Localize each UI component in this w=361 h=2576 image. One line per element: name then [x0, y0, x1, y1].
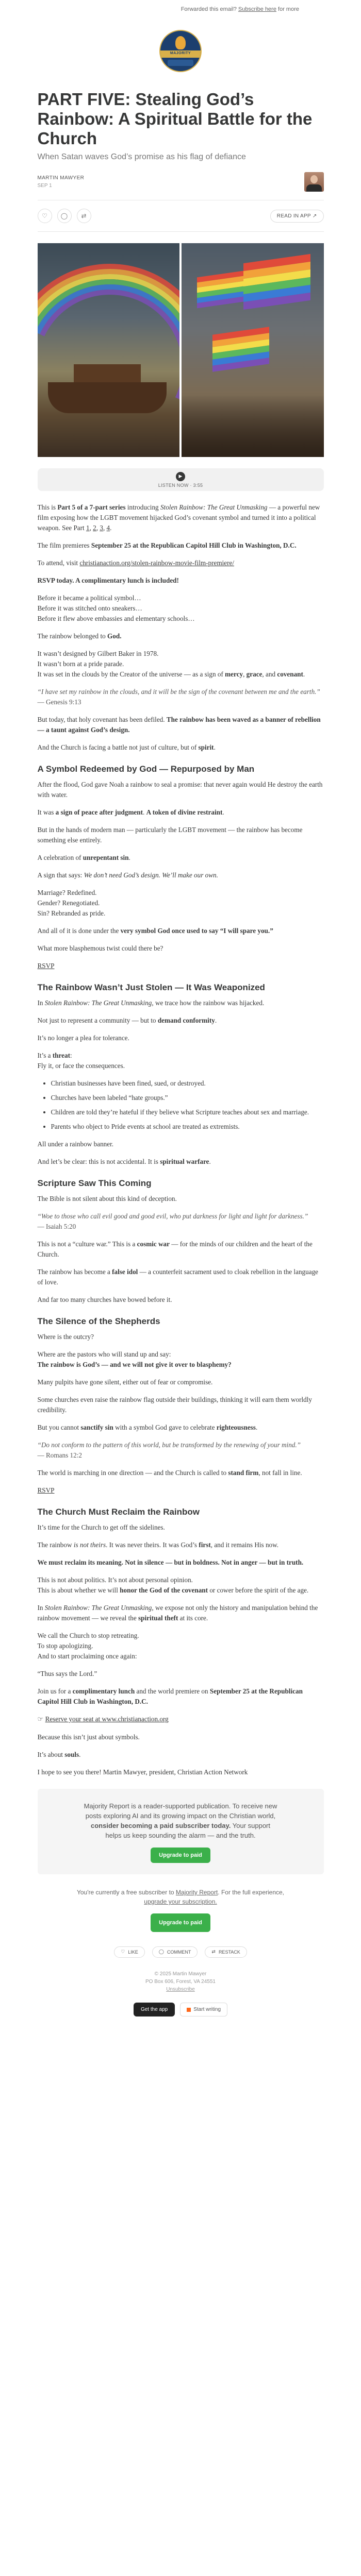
restack-icon: ⇄: [211, 1950, 216, 1955]
reserve-seat-link[interactable]: Reserve your seat at www.christianaction.org: [45, 1715, 169, 1723]
forward-suffix: for more: [278, 6, 299, 12]
paragraph: Because this isn’t just about symbols.: [37, 1733, 140, 1741]
paragraph: To attend, visit christianaction.org/stolen-rainbow-movie-film-premiere/: [37, 559, 235, 567]
paragraph: And all of it is done under the very symbol God once used to say “I will spare you.”: [37, 927, 273, 935]
bullet-list: [38, 1078, 324, 1132]
publication-link[interactable]: Majority Report: [175, 1889, 218, 1896]
paragraph: I hope to see you there! Martin Mawyer, president, Christian Action Network: [37, 1768, 248, 1776]
paragraph: Many pulpits have gone silent, either out of fear or compromise.: [37, 1378, 213, 1386]
paragraph: But you cannot sanctify sin with a symbol God gave to celebrate righteousness.: [37, 1423, 258, 1431]
paragraph: It’s time for the Church to get off the sidelines.: [37, 1523, 165, 1531]
forward-bar: [0, 0, 361, 19]
paragraph: We must reclaim its meaning. Not in silence — but in boldness. Not in anger — but in truth.: [37, 1558, 304, 1566]
paragraph: Join us for a complimentary lunch and the world premiere on September 25 at the Republican Capitol Hill Club in Washington, D.C.: [37, 1687, 303, 1705]
paragraph: [38, 961, 324, 971]
comment-icon[interactable]: ◯: [57, 209, 72, 223]
majority-report-seal-icon: [159, 30, 202, 72]
comment-button[interactable]: ◯ COMMENT: [152, 1946, 198, 1958]
read-in-app-label: READ IN APP: [276, 213, 311, 219]
paragraph: And far too many churches have bowed before it.: [37, 1296, 172, 1303]
footer-address: © 2025 Martin Mawyer PO Box 606, Forest, VA 24551 Unsubscribe: [145, 1971, 216, 1992]
paragraph: Where is the outcry?: [37, 1333, 94, 1341]
paragraph: We call the Church to stop retreating. To stop apologizing. And to start proclaiming once again:: [37, 1632, 139, 1660]
byline: [38, 172, 324, 200]
paragraph: But in the hands of modern man — particularly the LGBT movement — the rainbow has become something else entirely.: [37, 826, 303, 844]
part-link-1[interactable]: 1: [86, 524, 90, 532]
paragraph: A sign that says: We don’t need God’s design. We’ll make our own.: [37, 871, 218, 879]
paragraph: “Thus says the Lord.”: [37, 1670, 97, 1677]
paragraph: The rainbow is not theirs. It was never theirs. It was God’s first, and it remains His now.: [37, 1541, 279, 1549]
part-link-4[interactable]: 4: [106, 524, 110, 532]
section-heading: A Symbol Redeemed by God — Repurposed by Man: [37, 764, 255, 774]
section-heading: The Silence of the Shepherds: [37, 1316, 160, 1326]
subscribe-link[interactable]: Subscribe here: [238, 6, 276, 12]
rsvp-link[interactable]: RSVP: [37, 962, 55, 970]
unsubscribe-link[interactable]: Unsubscribe: [166, 1987, 195, 1992]
section-heading: The Church Must Reclaim the Rainbow: [37, 1507, 200, 1517]
cta-text: Majority Report is a reader-supported publication. To receive new posts exploring AI and its growing impact on the Christian world, consider becoming a paid subscriber today. Your support helps us keep sounding the alarm — and the truth.: [84, 1802, 277, 1839]
part-link-2[interactable]: 2: [93, 524, 96, 532]
paragraph: [38, 1714, 324, 1725]
paragraph: A celebration of unrepentant sin.: [37, 854, 130, 861]
comment-icon: ◯: [158, 1950, 164, 1955]
paragraph: This is not about politics. It’s not about personal opinion. This is about whether we will honor the God of the covenant or cower before the spirit of the age.: [37, 1576, 309, 1594]
footer-actions: [38, 1946, 324, 1958]
subscribe-cta: [38, 1789, 324, 1874]
paragraph: But today, that holy covenant has been defiled. The rainbow has been waved as a banner of rebellion — a taunt against God’s design.: [37, 716, 321, 734]
listen-button[interactable]: [38, 468, 324, 491]
app-row: [38, 2003, 324, 2016]
paragraph: And let’s be clear: this is not accidental. It is spiritual warfare.: [37, 1158, 211, 1165]
paragraph: The film premieres September 25 at the Republican Capitol Hill Club in Washington, D.C.: [37, 541, 297, 549]
upgrade-to-paid-button[interactable]: Upgrade to paid: [151, 1848, 210, 1863]
like-button[interactable]: ♡ LIKE: [114, 1946, 145, 1958]
get-app-button[interactable]: Get the app: [134, 2003, 175, 2016]
post-actions: [38, 200, 324, 232]
paragraph: And the Church is facing a battle not just of culture, but of spirit.: [37, 743, 216, 751]
upgrade-subscription-link[interactable]: upgrade your subscription.: [144, 1898, 217, 1905]
ark-rainbow-image: [38, 243, 180, 457]
paragraph: RSVP today. A complimentary lunch is included!: [37, 577, 179, 584]
paragraph: This is Part 5 of a 7-part series introducing Stolen Rainbow: The Great Unmasking — a powerful new film exposing how the LGBT movement hijacked God’s covenant symbol and turned it into a political weapon. See Part 1, 2, 3, 4.: [37, 503, 320, 532]
paragraph: The world is marching in one direction — and the Church is called to stand firm, not fall in line.: [37, 1469, 302, 1477]
hero-image[interactable]: [38, 243, 324, 457]
paragraph: Some churches even raise the rainbow flag outside their buildings, thinking it will earn them worldly credibility.: [37, 1396, 313, 1414]
premiere-link[interactable]: christianaction.org/stolen-rainbow-movie-film-premiere/: [79, 559, 235, 567]
paragraph: The Bible is not silent about this kind of deception.: [37, 1195, 177, 1202]
play-icon: ▶: [176, 472, 185, 481]
scripture-quote: “I have set my rainbow in the clouds, and it will be the sign of the covenant between me and the earth.” — Genesis 9:13: [37, 688, 320, 706]
forward-text: Forwarded this email?: [180, 6, 237, 12]
avatar[interactable]: [304, 172, 324, 192]
post-date: SEP 1: [37, 183, 52, 189]
part-link-3[interactable]: 3: [100, 524, 103, 532]
post-body: [38, 502, 324, 1777]
paragraph: Marriage? Redefined. Gender? Renegotiated. Sin? Rebranded as pride.: [37, 889, 106, 917]
heart-icon: ♡: [121, 1950, 125, 1955]
author-name[interactable]: MARTIN MAWYER: [37, 175, 85, 181]
paragraph: What more blasphemous twist could there be?: [37, 944, 163, 952]
substack-logo-icon: [187, 2008, 191, 2012]
scripture-quote: “Do not conform to the pattern of this world, but be transformed by the renewing of your mind.” — Romans 12:2: [37, 1441, 301, 1459]
paragraph: The rainbow belonged to God.: [37, 632, 122, 640]
paragraph: Where are the pastors who will stand up and say: The rainbow is God’s — and we will not give it over to blasphemy?: [37, 1350, 232, 1368]
paragraph: It’s a threat: Fly it, or face the consequences.: [37, 1052, 125, 1070]
restack-button[interactable]: ⇄ RESTACK: [205, 1946, 247, 1958]
scripture-quote: “Woe to those who call evil good and good evil, who put darkness for light and light for darkness.” — Isaiah 5:20: [37, 1212, 308, 1230]
paragraph: Not just to represent a community — but to demand conformity.: [37, 1016, 217, 1024]
listen-label: LISTEN NOW · 3:55: [158, 482, 203, 488]
restack-icon[interactable]: ⇄: [77, 209, 91, 223]
list-item: • Churches have been labeled “hate groups.”: [51, 1093, 324, 1103]
section-heading: The Rainbow Wasn’t Just Stolen — It Was Weaponized: [37, 982, 265, 992]
paragraph: In Stolen Rainbow: The Great Unmasking, we trace how the rainbow was hijacked.: [37, 999, 265, 1007]
paragraph: Before it became a political symbol… Before it was stitched onto sneakers… Before it flew above embassies and elementary schools…: [37, 594, 195, 622]
list-item: • Children are told they’re hateful if they believe what Scripture teaches about sex and marriage.: [51, 1107, 324, 1117]
paragraph: The rainbow has become a false idol — a counterfeit sacrament used to cloak rebellion in the language of love.: [37, 1268, 319, 1286]
footer-note: You're currently a free subscriber to Majority Report. For the full experience, upgrade your subscription. Upgrade to paid: [38, 1888, 324, 1932]
list-item: • Parents who object to Pride events at school are treated as extremists.: [51, 1122, 324, 1132]
paragraph: This is not a “culture war.” This is a cosmic war — for the minds of our children and the heart of the Church.: [37, 1240, 313, 1258]
post-subtitle: When Satan waves God’s promise as his flag of defiance: [37, 152, 246, 161]
paragraph: It was a sign of peace after judgment. A token of divine restraint.: [37, 808, 224, 816]
list-item: • Christian businesses have been fined, sued, or destroyed.: [51, 1078, 324, 1089]
heart-icon[interactable]: ♡: [38, 209, 52, 223]
rainbow-flags-image: [182, 243, 324, 457]
publication-logo[interactable]: [38, 30, 324, 72]
rsvp-link[interactable]: RSVP: [37, 1486, 55, 1494]
footer-upgrade-button[interactable]: Upgrade to paid: [151, 1913, 210, 1932]
start-writing-button[interactable]: Start writing: [180, 2003, 227, 2016]
paragraph: It’s about souls.: [37, 1751, 81, 1758]
paragraph: [38, 1485, 324, 1496]
logo-text: MAJORITY: [170, 52, 191, 55]
paragraph: After the flood, God gave Noah a rainbow to seal a promise: that never again would He destroy the earth with water.: [37, 781, 323, 799]
section-heading: Scripture Saw This Coming: [37, 1178, 152, 1188]
read-in-app-button[interactable]: [270, 210, 324, 223]
pointing-hand-icon: ☞: [37, 1716, 44, 1723]
arrow-up-right-icon: ↗: [312, 213, 317, 219]
paragraph: It wasn’t designed by Gilbert Baker in 1978. It wasn’t born at a pride parade. It was set in the clouds by the Creator of the universe — as a sign of mercy, grace, and covenant.: [37, 650, 305, 678]
paragraph: All under a rainbow banner.: [37, 1140, 114, 1148]
paragraph: In Stolen Rainbow: The Great Unmasking, we expose not only the history and manipulation behind the rainbow movement — we reveal the spiritual theft at its core.: [37, 1604, 318, 1622]
paragraph: It’s no longer a plea for tolerance.: [37, 1034, 129, 1042]
post-title[interactable]: PART FIVE: Stealing God’s Rainbow: A Spiritual Battle for the Church: [37, 90, 313, 148]
